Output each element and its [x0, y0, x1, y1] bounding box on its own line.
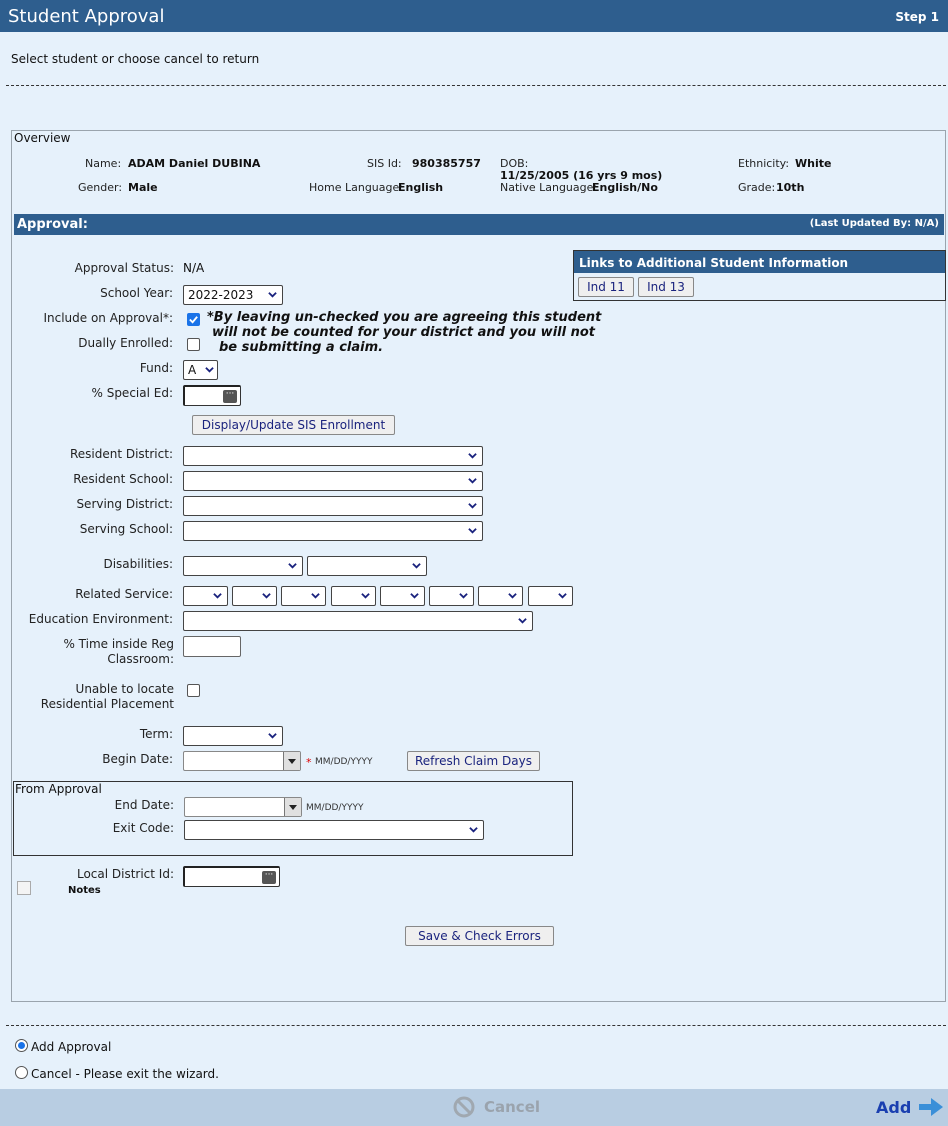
related-service-select-4[interactable]: [331, 586, 376, 606]
chevron-down-icon: [288, 561, 297, 570]
end-date-input[interactable]: [184, 797, 302, 817]
arrow-right-icon: [917, 1096, 945, 1118]
page-title: Student Approval: [8, 6, 165, 27]
end-date-hint: MM/DD/YYYY: [306, 803, 364, 813]
include-checkbox[interactable]: [187, 313, 200, 326]
dually-label: Dually Enrolled:: [78, 336, 173, 350]
chevron-down-icon: [268, 290, 277, 299]
sis-id: 980385757: [412, 157, 481, 170]
ind-11-button[interactable]: Ind 11: [578, 277, 634, 297]
include-note-2: will not be counted for your district and you will not: [212, 325, 595, 340]
chevron-down-icon: [410, 591, 419, 600]
title-bar: [0, 0, 948, 32]
chevron-down-icon: [508, 591, 517, 600]
education-environment-label: Education Environment:: [28, 612, 173, 626]
approval-header: [14, 214, 944, 235]
disability-secondary-select[interactable]: [307, 556, 427, 576]
chevron-down-icon: [468, 526, 477, 535]
links-title: Links to Additional Student Information: [574, 251, 945, 273]
disability-primary-select[interactable]: [183, 556, 303, 576]
school-year-select[interactable]: [183, 285, 283, 305]
divider: [6, 85, 946, 86]
chevron-down-icon: [518, 616, 527, 625]
term-select[interactable]: [183, 726, 283, 746]
serving-school-select[interactable]: [183, 521, 483, 541]
resident-school-label: Resident School:: [73, 472, 173, 486]
related-service-select-7[interactable]: [478, 586, 523, 606]
begin-date-hint: MM/DD/YYYY: [315, 757, 373, 767]
education-environment-select[interactable]: [183, 611, 533, 631]
exit-code-label: Exit Code:: [112, 821, 174, 835]
overview-legend: Overview: [14, 131, 71, 145]
add-label: Add: [876, 1098, 912, 1117]
gender-value: Male: [128, 181, 158, 194]
begin-date-input[interactable]: [183, 751, 301, 771]
native-language-value: English/No: [592, 181, 658, 194]
chevron-down-icon: [213, 591, 222, 600]
sis-label: SIS Id:: [367, 157, 402, 170]
unable-locate-checkbox[interactable]: [187, 684, 200, 697]
disabilities-label: Disabilities:: [103, 557, 173, 571]
native-language-label: Native Language:: [500, 181, 598, 194]
footer-bar: [0, 1089, 948, 1126]
cancel-icon: [453, 1096, 475, 1118]
notes-label[interactable]: Notes: [68, 885, 101, 896]
chevron-down-icon: [268, 731, 277, 740]
approval-title: Approval:: [17, 217, 88, 232]
resident-district-label: Resident District:: [69, 447, 173, 461]
instruction-text: Select student or choose cancel to return: [11, 52, 260, 66]
ind-13-button[interactable]: Ind 13: [638, 277, 694, 297]
save-check-errors-button[interactable]: Save & Check Errors: [405, 926, 554, 946]
serving-district-select[interactable]: [183, 496, 483, 516]
exit-code-select[interactable]: [184, 820, 484, 840]
add-approval-radio[interactable]: [15, 1039, 28, 1052]
term-label: Term:: [139, 727, 173, 741]
ethnicity-label: Ethnicity:: [738, 157, 790, 170]
notes-icon[interactable]: [17, 881, 31, 895]
chevron-down-icon: [468, 501, 477, 510]
refresh-claim-days-button[interactable]: Refresh Claim Days: [407, 751, 540, 771]
gender-label: Gender:: [78, 181, 123, 194]
date-dropdown-icon[interactable]: [284, 798, 301, 816]
local-district-input[interactable]: [183, 866, 280, 887]
chevron-down-icon: [469, 825, 478, 834]
fund-value: A: [188, 363, 197, 377]
last-updated: (Last Updated By: N/A): [809, 218, 939, 229]
unable-locate-label-2: Residential Placement: [40, 697, 174, 711]
from-approval-legend: From Approval: [15, 782, 102, 796]
approval-status-label: Approval Status:: [74, 261, 174, 275]
step-indicator: Step 1: [895, 10, 939, 24]
name-label: Name:: [85, 157, 122, 170]
include-note-3: be submitting a claim.: [219, 340, 384, 355]
related-service-select-8[interactable]: [528, 586, 573, 606]
chevron-down-icon: [361, 591, 370, 600]
school-year-value: 2022-2023: [188, 288, 254, 302]
check-icon: [188, 314, 199, 325]
add-button[interactable]: [876, 1096, 946, 1120]
related-service-select-3[interactable]: [281, 586, 326, 606]
end-date-label: End Date:: [114, 798, 174, 812]
chevron-down-icon: [262, 591, 271, 600]
cancel-radio[interactable]: [15, 1066, 28, 1079]
dually-enrolled-checkbox[interactable]: [187, 338, 200, 351]
related-service-label: Related Service:: [75, 587, 173, 601]
dob-value: 11/25/2005 (16 yrs 9 mos): [500, 169, 663, 182]
serving-district-label: Serving District:: [76, 497, 173, 511]
chevron-down-icon: [468, 451, 477, 460]
home-language-label: Home Language:: [309, 181, 403, 194]
related-service-select-1[interactable]: [183, 586, 228, 606]
links-panel: [573, 250, 946, 301]
local-district-label: Local District Id:: [76, 867, 174, 881]
more-icon[interactable]: ···: [223, 390, 237, 403]
time-inside-label-2: Classroom:: [107, 652, 174, 666]
cancel-label: Cancel: [484, 1098, 541, 1116]
display-update-sis-button[interactable]: Display/Update SIS Enrollment: [192, 415, 395, 435]
fund-select[interactable]: [183, 360, 218, 380]
chevron-down-icon: [468, 476, 477, 485]
required-mark: *: [306, 756, 312, 769]
special-ed-label: % Special Ed:: [91, 386, 173, 400]
date-dropdown-icon[interactable]: [283, 752, 300, 770]
unable-locate-label-1: Unable to locate: [75, 682, 174, 696]
include-label: Include on Approval*:: [43, 311, 173, 325]
student-name: ADAM Daniel DUBINA: [128, 157, 261, 170]
resident-district-select[interactable]: [183, 446, 483, 466]
grade-label: Grade:: [738, 181, 776, 194]
home-language-value: English: [398, 181, 444, 194]
begin-date-label: Begin Date:: [102, 752, 173, 766]
chevron-down-icon: [205, 365, 214, 374]
time-inside-label-1: % Time inside Reg: [63, 637, 174, 651]
cancel-option-label: Cancel - Please exit the wizard.: [31, 1067, 219, 1081]
related-service-select-6[interactable]: [429, 586, 474, 606]
ethnicity-value: White: [795, 157, 832, 170]
related-service-select-5[interactable]: [380, 586, 425, 606]
chevron-down-icon: [412, 561, 421, 570]
approval-status-value: N/A: [183, 261, 205, 275]
resident-school-select[interactable]: [183, 471, 483, 491]
dob-label: DOB:: [500, 157, 529, 170]
divider: [6, 1025, 946, 1026]
serving-school-label: Serving School:: [79, 522, 173, 536]
fund-label: Fund:: [139, 361, 173, 375]
include-note-1: *By leaving un-checked you are agreeing this student: [207, 310, 602, 325]
time-inside-input[interactable]: [183, 636, 241, 657]
school-year-label: School Year:: [100, 286, 173, 300]
grade-value: 10th: [776, 181, 805, 194]
related-service-select-2[interactable]: [232, 586, 277, 606]
more-icon[interactable]: ···: [262, 871, 276, 884]
chevron-down-icon: [459, 591, 468, 600]
special-ed-input[interactable]: [183, 385, 241, 406]
chevron-down-icon: [558, 591, 567, 600]
add-approval-label: Add Approval: [31, 1040, 112, 1054]
chevron-down-icon: [311, 591, 320, 600]
